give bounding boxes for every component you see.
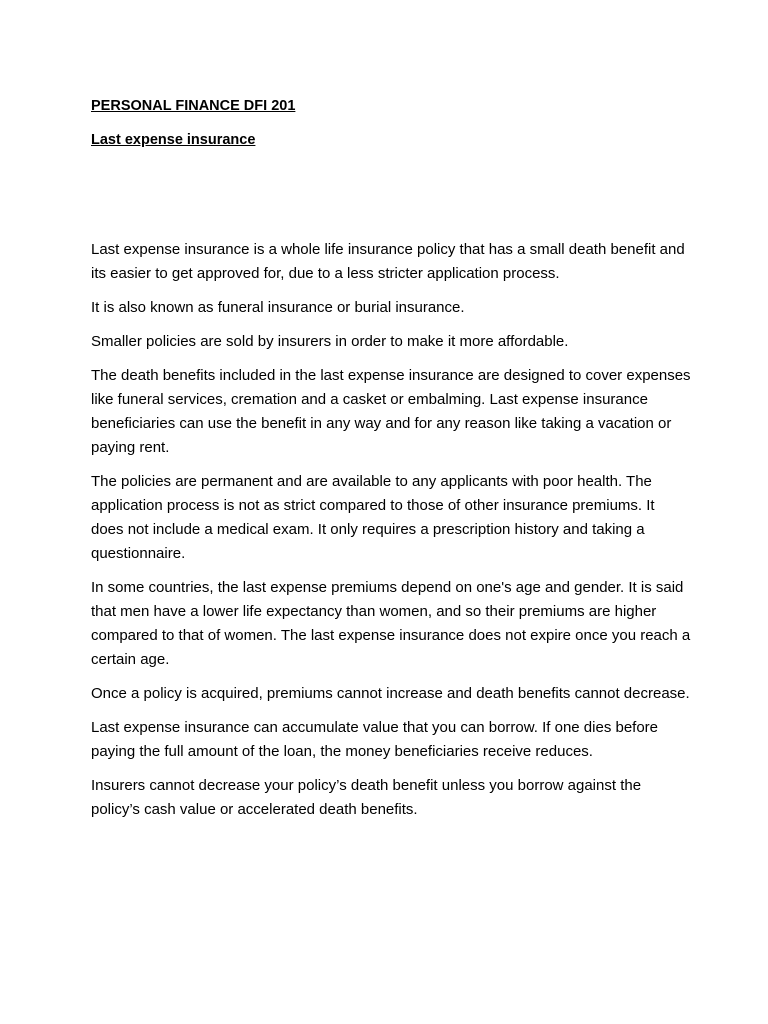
paragraph: Last expense insurance is a whole life insurance policy that has a small death benefit and its easier to get approved for, due to a less stricter application process. bbox=[91, 241, 685, 282]
document-title: PERSONAL FINANCE DFI 201 bbox=[91, 98, 296, 114]
paragraph: Last expense insurance can accumulate value that you can borrow. If one dies before paying the full amount of the loan, the money beneficiaries receive reduces. bbox=[91, 719, 659, 760]
paragraph: The death benefits included in the last expense insurance are designed to cover expenses like funeral services, cremation and a casket or embalming. Last expense insurance beneficiaries can use the benefit in any way and for any reason like taking a vacation or paying rent. bbox=[91, 367, 691, 456]
document-subtitle: Last expense insurance bbox=[91, 132, 256, 148]
paragraph: In some countries, the last expense premiums depend on one's age and gender. It is said that men have a lower life expectancy than women, and so their premiums are higher compared to that of women. The last expense insurance does not expire once you reach a certain age. bbox=[91, 579, 691, 668]
paragraph: Smaller policies are sold by insurers in order to make it more affordable. bbox=[91, 333, 569, 350]
paragraph: Insurers cannot decrease your policy’s death benefit unless you borrow against the policy’s cash value or accelerated death benefits. bbox=[91, 777, 642, 818]
paragraph: Once a policy is acquired, premiums cannot increase and death benefits cannot decrease. bbox=[91, 685, 690, 702]
paragraph: It is also known as funeral insurance or burial insurance. bbox=[91, 299, 465, 316]
document-body bbox=[91, 238, 691, 822]
paragraph: The policies are permanent and are available to any applicants with poor health. The application process is not as strict compared to those of other insurance premiums. It does not include a medical exam. It only requires a prescription history and taking a questionnaire. bbox=[91, 473, 655, 562]
document-content bbox=[91, 94, 691, 832]
